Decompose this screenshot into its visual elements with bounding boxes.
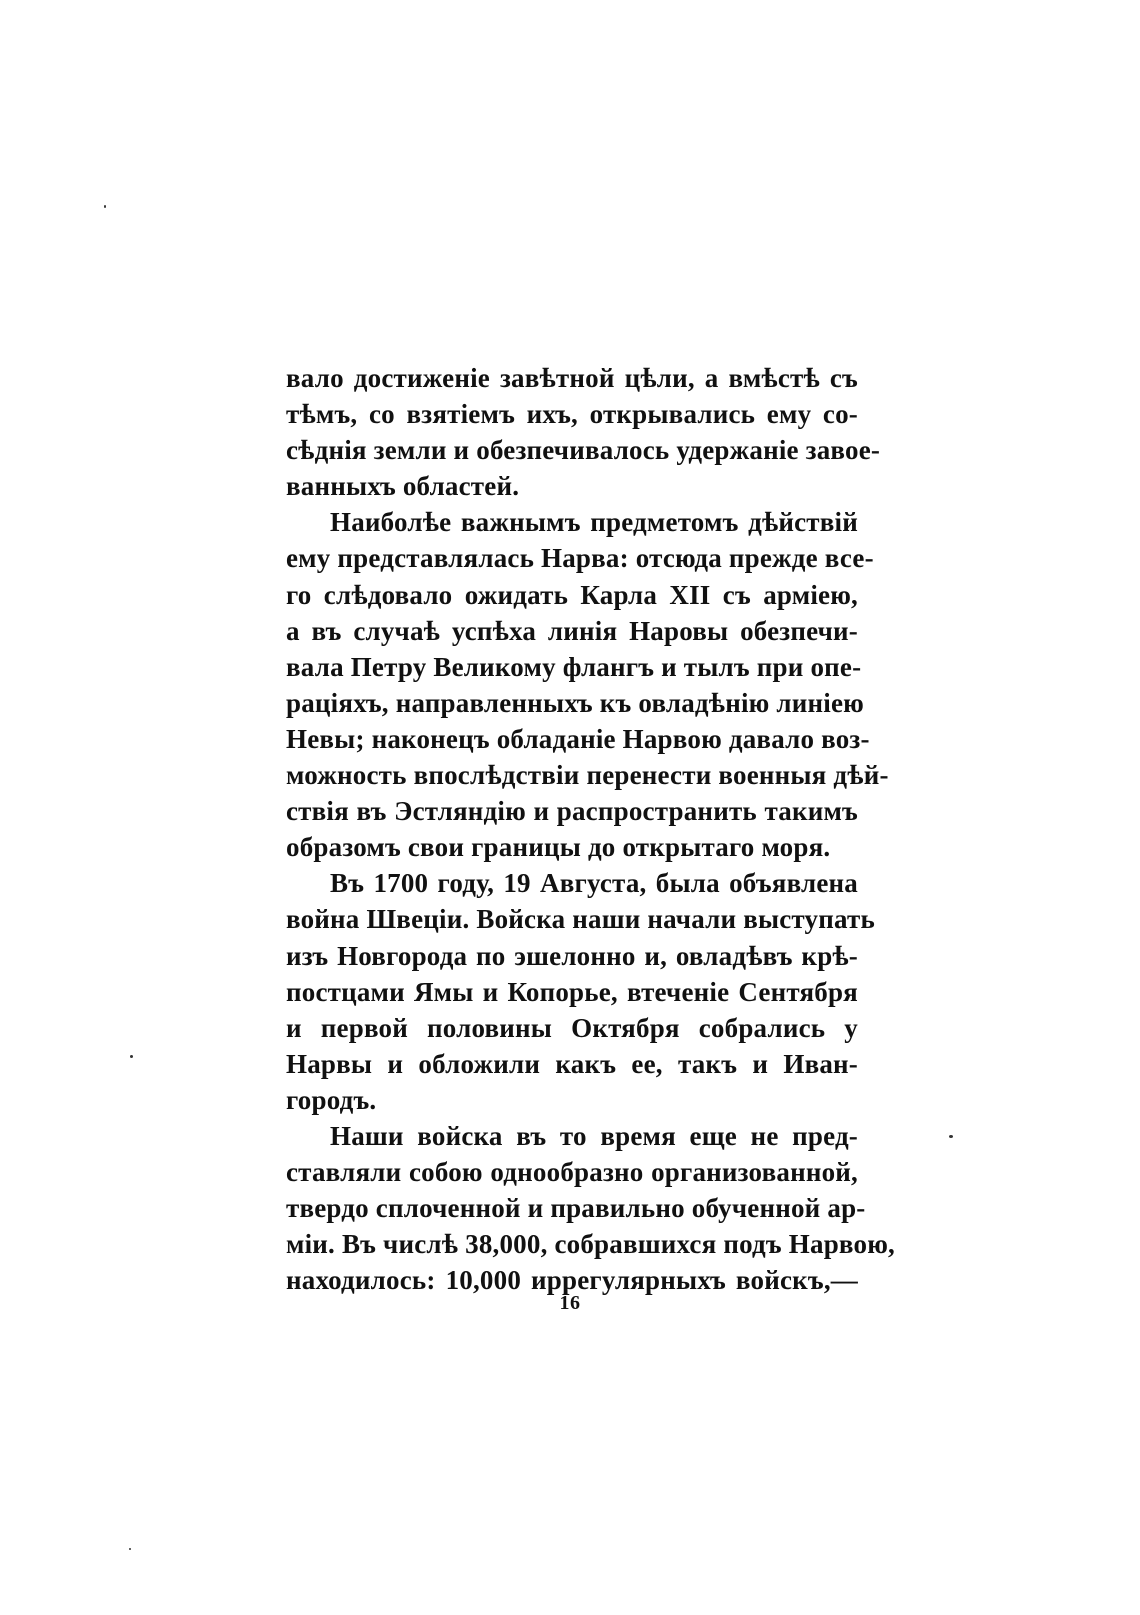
scan-speck	[949, 1135, 953, 1138]
scan-speck	[104, 205, 106, 208]
text-line: изъ Новгорода по эшелонно и, овладѣвъ крѣ-	[286, 940, 858, 971]
text-line: ставляли собою однообразно организованной,	[286, 1157, 858, 1188]
page-number: 16	[559, 1292, 581, 1314]
text-line: ванныхъ областей.	[286, 471, 520, 502]
text-line: а въ случаѣ успѣха линія Наровы обезпечи-	[286, 615, 858, 646]
text-line: образомъ свои границы до открытаго моря.	[286, 832, 831, 863]
text-line: міи. Въ числѣ 38,000, собравшихся подъ Нарвою,	[286, 1229, 895, 1260]
paragraph-1	[286, 360, 881, 504]
text-line: и первой половины Октября собрались у	[286, 1012, 858, 1043]
text-line: Наиболѣе важнымъ предметомъ дѣйствій	[330, 507, 858, 538]
text-line: раціяхъ, направленныхъ къ овладѣнію линіею	[286, 687, 865, 718]
text-line: тѣмъ, со взятіемъ ихъ, открывались ему со-	[286, 399, 858, 430]
text-line: вала Петру Великому флангъ и тылъ при опе-	[286, 651, 862, 682]
scan-speck	[130, 1055, 133, 1058]
text-line: го слѣдовало ожидать Карла XII съ арміею,	[286, 579, 858, 610]
paragraph-4	[286, 1118, 895, 1298]
text-line: ствія въ Эстляндію и распространить такимъ	[286, 796, 858, 827]
scan-speck	[129, 1548, 131, 1550]
text-line: Въ 1700 году, 19 Августа, была объявлена	[330, 868, 858, 899]
paragraph-3	[286, 865, 875, 1118]
text-line: постцами Ямы и Копорье, втеченіе Сентября	[286, 976, 858, 1007]
text-line: ему представлялась Нарва: отсюда прежде все-	[286, 543, 874, 574]
text-line: городъ.	[286, 1084, 377, 1115]
text-line: можность впослѣдствіи перенести военныя дѣй-	[286, 760, 889, 791]
text-line: вало достиженіе завѣтной цѣли, а вмѣстѣ съ	[286, 363, 858, 393]
text-line: Невы; наконецъ обладаніе Нарвою давало воз-	[286, 723, 870, 754]
text-line: Наши войска въ то время еще не пред-	[330, 1120, 858, 1151]
text-line: Нарвы и обложили какъ ее, такъ и Иван-	[286, 1048, 858, 1079]
text-line: сѣднія земли и обезпечивалось удержаніе завое-	[286, 435, 881, 466]
text-line: находилось: 10,000 иррегулярныхъ войскъ,—	[286, 1265, 858, 1296]
body-text	[286, 360, 895, 1298]
text-line: война Швеціи. Войска наши начали выступать	[286, 904, 875, 935]
text-line: твердо сплоченной и правильно обученной ар-	[286, 1193, 866, 1224]
paragraph-2	[286, 504, 889, 865]
